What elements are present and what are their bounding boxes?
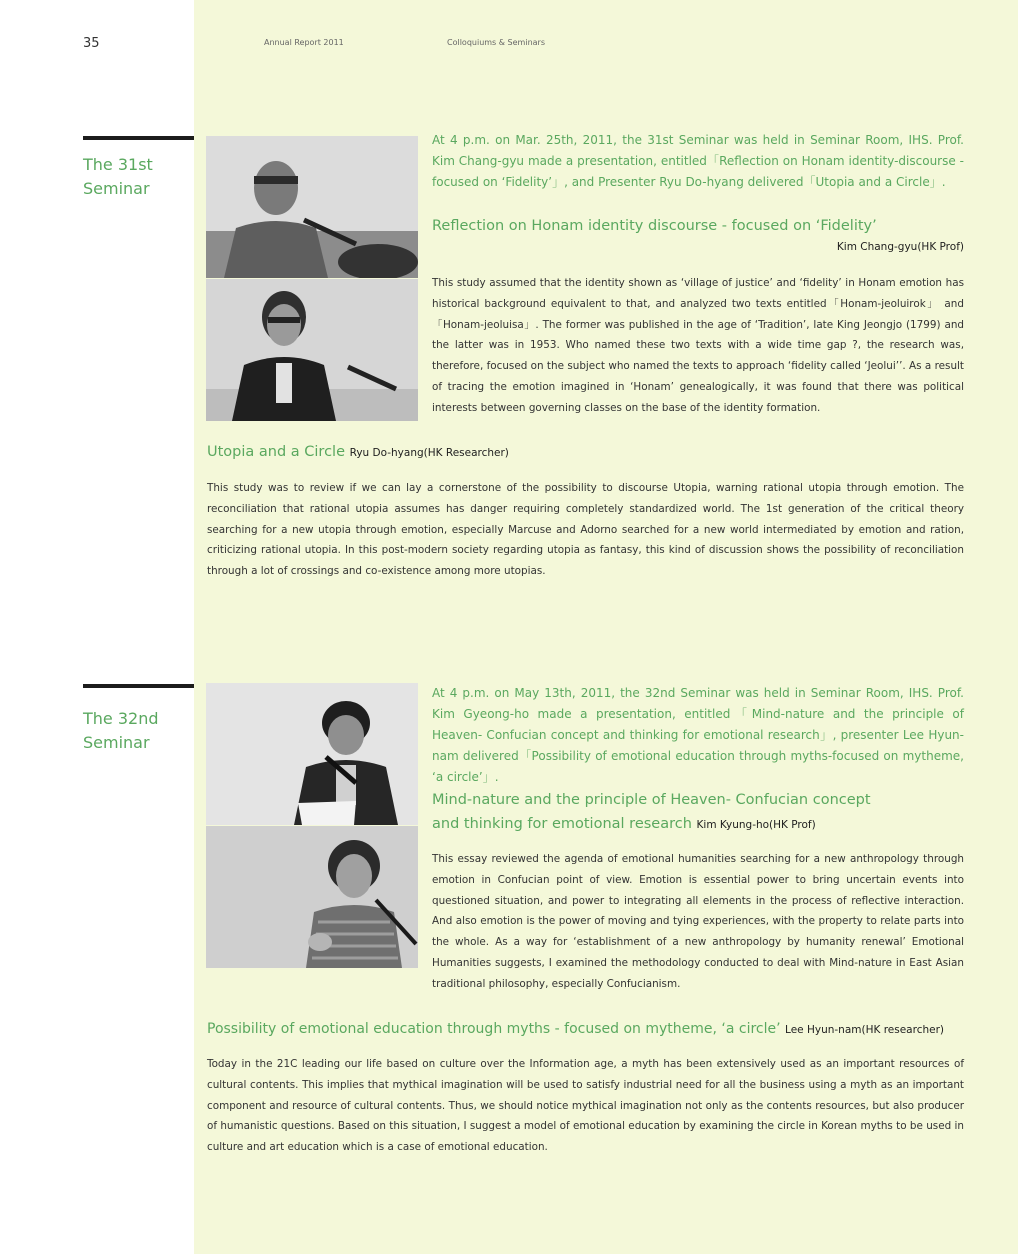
section-rule-32 xyxy=(83,684,194,688)
page-number: 35 xyxy=(83,36,100,51)
seminar-32-talk2-author: Lee Hyun-nam(HK researcher) xyxy=(785,1024,945,1036)
photo-presenter-ryu-do-hyang xyxy=(206,279,418,421)
seminar-32-talk1-title-line1: Mind-nature and the principle of Heaven- Confucian concept xyxy=(432,792,871,808)
seminar-31-talk2-author: Ryu Do-hyang(HK Researcher) xyxy=(349,447,509,459)
seminar-31-talk2-heading xyxy=(207,440,509,465)
running-header-report: Annual Report 2011 xyxy=(264,38,344,47)
seminar-32-talk1-author: Kim Kyung-ho(HK Prof) xyxy=(696,819,816,831)
seminar-32-talk1-abstract: This essay reviewed the agenda of emotional humanities searching for a new anthropology through emotion in Confucian point of view. Emotion is essential power to bring uncertain events into questioned situation, and power to integrating all elements in the process of reflective interaction. And also emotion is the power of moving and tying experiences, with the property to relate parts into the whole. As a way for ‘establishment of a new anthropology by humanity renewal’ Emotional Humanities suggests, I examined the methodology conducted to deal with Mind-nature in East Asian traditional philosophy, especially Confucianism. xyxy=(432,853,964,990)
seminar-31-talk1-author: Kim Chang-gyu(HK Prof) xyxy=(836,241,964,253)
seminar-31-title: The 31st Seminar xyxy=(83,155,153,198)
seminar-31-intro: At 4 p.m. on Mar. 25th, 2011, the 31st Seminar was held in Seminar Room, IHS. Prof. Kim Chang-gyu made a presentation, entitled「Reflection on Honam identity-discourse - focused on ‘Fidelity’」, and Presenter Ryu Do-hyang delivered「Utopia and a Circle」. xyxy=(432,133,964,189)
photo-presenter-lee-hyun-nam xyxy=(206,826,418,968)
seminar-31-talk1-title: Reflection on Honam identity discourse - focused on ‘Fidelity’ xyxy=(432,218,877,234)
running-header-section: Colloquiums & Seminars xyxy=(447,38,545,47)
seminar-31-talk1-abstract: This study assumed that the identity shown as ‘village of justice’ and ‘fidelity’ in Honam emotion has historical background equivalent to that, and analyzed two texts entitled「Honam-jeoluirok」 and「Honam-jeoluisa」. The former was published in the age of ‘Tradition’, late King Jeongjo (1799) and the latter was in 1953. Who named these two texts with a wide time gap ?, the research was, therefore, focused on the subject who named the texts to approach ‘fidelity called ‘Jeolui’’. As a result of tracing the emotion imagined in ‘Honam’ genealogically, it was found that there was political interests between governing classes on the base of the identity formation. xyxy=(432,277,964,414)
seminar-32-intro: At 4 p.m. on May 13th, 2011, the 32nd Seminar was held in Seminar Room, IHS. Prof. Kim Gyeong-ho made a presentation, entitled「Mind-nature and the principle of Heaven- Confucian concept and thinking for emotional research」, presenter Lee Hyun-nam delivered「Possibility of emotional education through myths-focused on mytheme, ‘a circle’」. xyxy=(432,686,964,784)
seminar-31-talk2-abstract: This study was to review if we can lay a cornerstone of the possibility to discourse Utopia, warning rational utopia through emotion. The reconciliation that rational utopia assumes has danger requiring completely standardized world. The 1st generation of the critical theory searching for a new utopia through emotion, especially Marcuse and Adorno searched for a new world intermediated by emotion and ration, criticizing rational utopia. In this post-modern society regarding utopia as fantasy, this kind of discussion shows the possibility of reconciliation through a lot of crossings and co-existence among more utopias. xyxy=(207,482,964,578)
seminar-32-talk2-title: Possibility of emotional education through myths - focused on mytheme, ‘a circle’ xyxy=(207,1021,781,1037)
seminar-32-talk2-heading xyxy=(207,1017,944,1042)
seminar-32-talk1-heading-line2 xyxy=(432,812,816,837)
seminar-31-talk2-title: Utopia and a Circle xyxy=(207,444,345,460)
photo-presenter-kim-chang-gyu xyxy=(206,136,418,278)
seminar-32-title: The 32nd Seminar xyxy=(83,709,159,752)
seminar-32-talk2-abstract: Today in the 21C leading our life based on culture over the Information age, a myth has been extensively used as an important resources of cultural contents. This implies that mythical imagination will be used to satisfy industrial need for all the business using a myth as an important component and resource of cultural contents. Thus, we should notice mythical imagination not only as the contents resources, but also producer of humanistic questions. Based on this situation, I suggest a model of emotional education by examining the circle in Korean myths to be used in culture and art education which is a case of emotional education. xyxy=(207,1058,964,1154)
seminar-32-talk1-title-line2: and thinking for emotional research xyxy=(432,816,692,832)
photo-presenter-kim-kyung-ho xyxy=(206,683,418,825)
section-rule-31 xyxy=(83,136,194,140)
